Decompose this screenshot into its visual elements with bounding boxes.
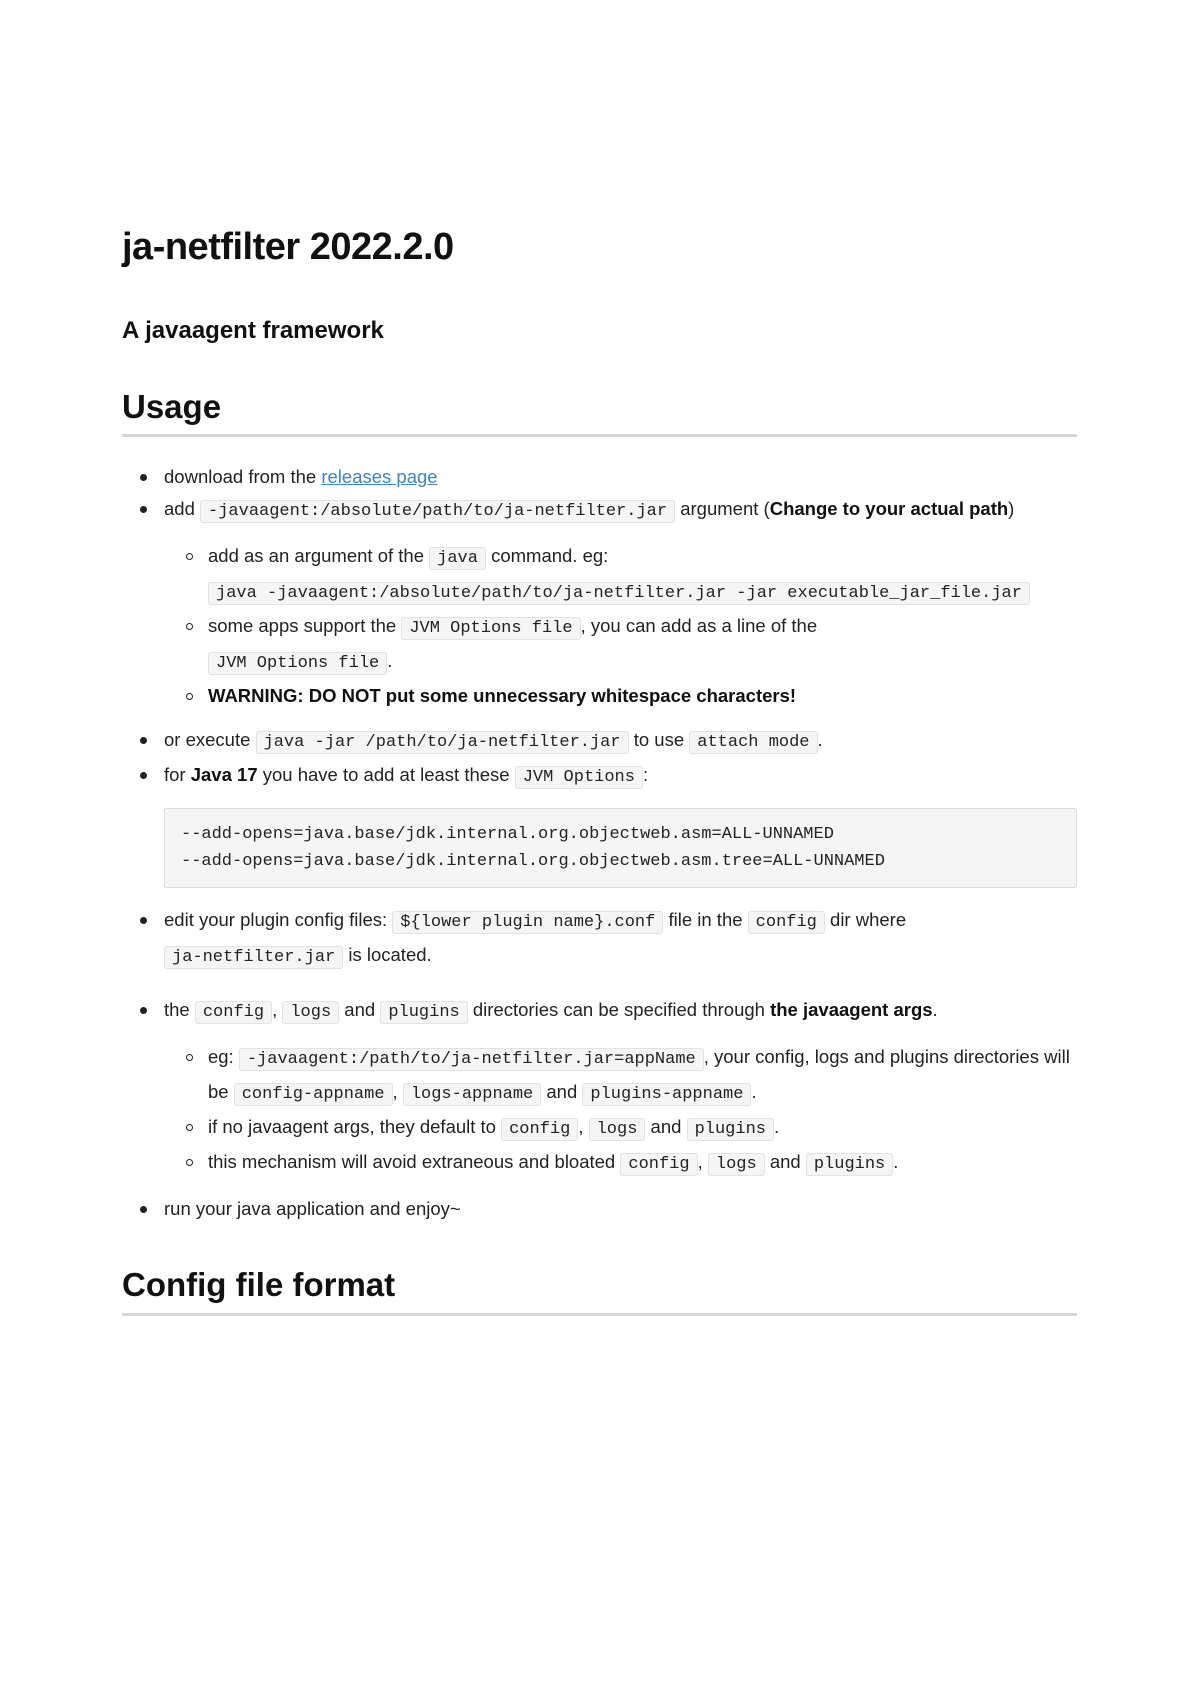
- java17-suffix: :: [642, 764, 649, 786]
- code-line: --add-opens=java.base/jdk.internal.org.objectweb.asm.tree=ALL-UNNAMED: [181, 852, 885, 872]
- eg-prefix: eg:: [208, 1046, 239, 1068]
- sub1-prefix: add as an argument of the: [208, 545, 430, 567]
- usage-list-continued: [122, 904, 1077, 1225]
- whitespace-warning: WARNING: DO NOT put some unnecessary whitespace characters!: [208, 685, 797, 707]
- logs-code: logs: [708, 1153, 765, 1176]
- plugins-code: plugins: [380, 1001, 467, 1024]
- logs-code: logs: [282, 1001, 339, 1024]
- javaagent-args-bold: the javaagent args: [770, 999, 933, 1021]
- mechanism-prefix: this mechanism will avoid extraneous and bloated: [208, 1151, 621, 1173]
- list-item-add-argument: [122, 493, 1077, 712]
- dirs-middle: directories can be specified through: [467, 999, 771, 1021]
- sublist-item-defaults: [164, 1111, 1077, 1146]
- execute-command-code: java -jar /path/to/ja-netfilter.jar: [256, 731, 629, 754]
- dirs-suffix: .: [932, 999, 938, 1021]
- logs-appname-code: logs-appname: [403, 1083, 541, 1106]
- document-content: [122, 225, 1077, 1316]
- config-code: config: [501, 1118, 578, 1141]
- mechanism-sep: ,: [697, 1151, 708, 1173]
- defaults-prefix: if no javaagent args, they default to: [208, 1116, 502, 1138]
- download-text: download from the: [164, 466, 322, 488]
- list-item-directories: [122, 994, 1077, 1181]
- edit-suffix: is located.: [343, 944, 432, 966]
- list-item-download: [122, 461, 1077, 493]
- page-title: ja-netfilter 2022.2.0: [122, 226, 454, 268]
- dirs-sep: ,: [272, 999, 283, 1021]
- page-subtitle: A javaagent framework: [122, 316, 384, 344]
- usage-list: [122, 461, 1077, 794]
- jvm-options-code: JVM Options: [515, 766, 643, 789]
- sub1-middle: command. eg:: [485, 545, 609, 567]
- edit-prefix: edit your plugin config files:: [164, 909, 393, 931]
- list-item-edit-config: [122, 904, 1077, 974]
- add-middle: argument (: [675, 498, 770, 520]
- execute-middle: to use: [628, 729, 690, 751]
- sub2-middle: , you can add as a line of the: [580, 615, 818, 637]
- eg-sep: ,: [392, 1081, 403, 1103]
- sublist-item-jvm-options: [164, 610, 1077, 680]
- defaults-and: and: [645, 1116, 687, 1138]
- code-line: --add-opens=java.base/jdk.internal.org.objectweb.asm=ALL-UNNAMED: [181, 825, 834, 845]
- execute-prefix: or execute: [164, 729, 256, 751]
- jvm-options-file-code: JVM Options file: [401, 617, 580, 640]
- java17-options-code-block: [164, 808, 1077, 888]
- eg-suffix: .: [751, 1081, 757, 1103]
- edit-middle-2: dir where: [824, 909, 907, 931]
- eg-and: and: [541, 1081, 583, 1103]
- java17-middle: you have to add at least these: [257, 764, 515, 786]
- jar-file-code: ja-netfilter.jar: [164, 946, 343, 969]
- change-path-note: Change to your actual path: [769, 498, 1009, 520]
- config-appname-code: config-appname: [234, 1083, 393, 1106]
- attach-mode-code: attach mode: [689, 731, 817, 754]
- add-prefix: add: [164, 498, 201, 520]
- plugins-code: plugins: [806, 1153, 893, 1176]
- config-code: config: [195, 1001, 272, 1024]
- jvm-options-file-code-2: JVM Options file: [208, 652, 387, 675]
- javaagent-arg-code: -javaagent:/absolute/path/to/ja-netfilter.jar: [200, 500, 675, 523]
- dirs-sublist: [164, 1041, 1077, 1181]
- sub2-prefix: some apps support the: [208, 615, 402, 637]
- dirs-and: and: [339, 999, 381, 1021]
- mechanism-and: and: [764, 1151, 806, 1173]
- mechanism-suffix: .: [893, 1151, 899, 1173]
- sublist-item-mechanism: [164, 1146, 1077, 1181]
- list-item-execute: [122, 724, 1077, 759]
- add-suffix: ): [1008, 498, 1015, 520]
- java17-bold: Java 17: [190, 764, 258, 786]
- config-code: config: [620, 1153, 697, 1176]
- execute-suffix: .: [817, 729, 823, 751]
- defaults-sep: ,: [578, 1116, 589, 1138]
- sublist-item-warning: [164, 680, 1077, 712]
- java-command-example-code: java -javaagent:/absolute/path/to/ja-netfilter.jar -jar executable_jar_file.jar: [208, 582, 1030, 605]
- eg-middle: , your config, logs and plugins directories will be: [208, 1046, 1070, 1103]
- edit-middle: file in the: [663, 909, 748, 931]
- plugin-conf-code: ${lower plugin name}.conf: [392, 911, 663, 934]
- java17-prefix: for: [164, 764, 191, 786]
- sub2-suffix: .: [387, 650, 393, 672]
- add-sublist: [164, 540, 1077, 712]
- plugins-code: plugins: [687, 1118, 774, 1141]
- plugins-appname-code: plugins-appname: [582, 1083, 751, 1106]
- java-code: java: [429, 547, 486, 570]
- list-item-java17: [122, 759, 1077, 794]
- releases-page-link[interactable]: releases page: [321, 466, 438, 488]
- config-dir-code: config: [748, 911, 825, 934]
- sublist-item-java-command: [164, 540, 1077, 610]
- logs-code: logs: [589, 1118, 646, 1141]
- config-format-heading: Config file format: [122, 1265, 1077, 1316]
- defaults-suffix: .: [774, 1116, 780, 1138]
- javaagent-appname-code: -javaagent:/path/to/ja-netfilter.jar=appName: [239, 1048, 704, 1071]
- dirs-prefix: the: [164, 999, 195, 1021]
- run-text: run your java application and enjoy~: [164, 1198, 461, 1220]
- list-item-run: [122, 1193, 1077, 1225]
- usage-heading: Usage: [122, 387, 1077, 438]
- sublist-item-example: [164, 1041, 1077, 1111]
